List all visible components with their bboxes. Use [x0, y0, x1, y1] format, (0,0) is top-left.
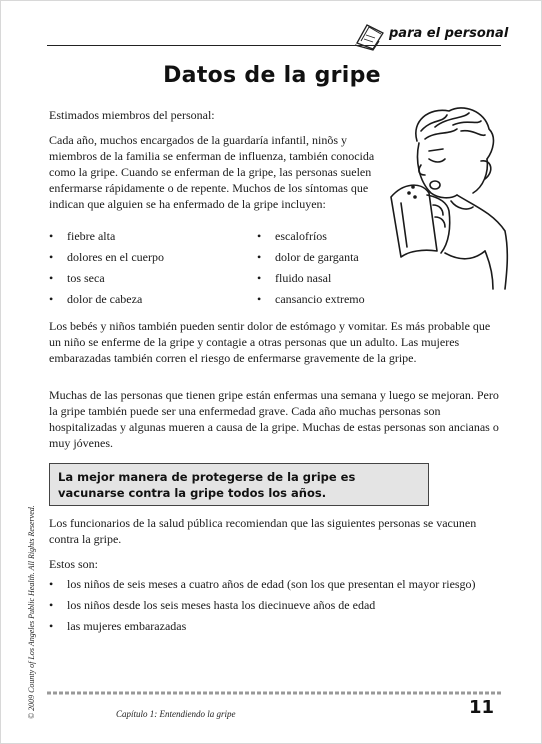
header-rule [47, 45, 501, 46]
recommend-paragraph: Los funcionarios de la salud pública recomiendan que las siguientes personas se vacunen contra la gripe. [49, 516, 477, 546]
symptom-item: • tos seca [49, 270, 105, 286]
list-item: • los niños de seis meses a cuatro años de edad (son los que presentan el mayor riesgo) [49, 576, 501, 592]
list-item: • las mujeres embarazadas [49, 618, 501, 634]
severity-paragraph: Muchas de las personas que tienen gripe están enfermas una semana y luego se mejoran. Pero la gripe también puede ser una enfermedad grave. Cada año muchas personas son hospitalizadas y algunas mueren a causa de la gripe. Muchas de estas personas son ancianas o muy jóvenes. [49, 388, 499, 450]
footer-rule [47, 691, 501, 695]
groups-list [49, 576, 501, 639]
symptom-item: • dolor de garganta [257, 249, 359, 265]
copyright-notice: © 2009 County of Los Angeles Public Health. All Rights Reserved. [27, 505, 36, 719]
these-are-label: Estos son: [49, 557, 99, 571]
symptom-item: • dolores en el cuerpo [49, 249, 164, 265]
page-number: 11 [469, 697, 495, 718]
symptom-item: • escalofríos [257, 228, 327, 244]
children-paragraph: Los bebés y niños también pueden sentir dolor de estómago y vomitar. Es más probable que un niño se enferme de la gripe y contagie a otras personas que un adulto. Las mujeres embarazadas también corren el riesgo de enfermarse gravemente de la gripe. [49, 319, 491, 365]
callout-box: La mejor manera de protegerse de la gripe es vacunarse contra la gripe todos los años. [49, 463, 429, 506]
greeting: Estimados miembros del personal: [49, 108, 215, 122]
papers-folder-icon [353, 21, 387, 51]
page-title: Datos de la gripe [163, 63, 381, 88]
chapter-footer: Capítulo 1: Entendiendo la gripe [116, 709, 236, 719]
intro-paragraph: Cada año, muchos encargados de la guardaría infantil, ninõs y miembros de la familia se enferman de influenza, también conocida como la gripe. Cuando se enferman de la gripe, las personas suelen enfermarse rápidamente o de repente. Muchos de los síntomas que indican que alguien se ha enfermado de la gripe incluyen: [49, 133, 375, 211]
symptom-item: • fiebre alta [49, 228, 115, 244]
list-item: • los niños desde los seis meses hasta los diecinueve años de edad [49, 597, 501, 613]
section-label: para el personal [389, 26, 509, 41]
symptom-item: • fluido nasal [257, 270, 331, 286]
symptom-item: • cansancio extremo [257, 291, 365, 307]
sneezing-person-illustration [377, 101, 511, 291]
symptom-item: • dolor de cabeza [49, 291, 142, 307]
